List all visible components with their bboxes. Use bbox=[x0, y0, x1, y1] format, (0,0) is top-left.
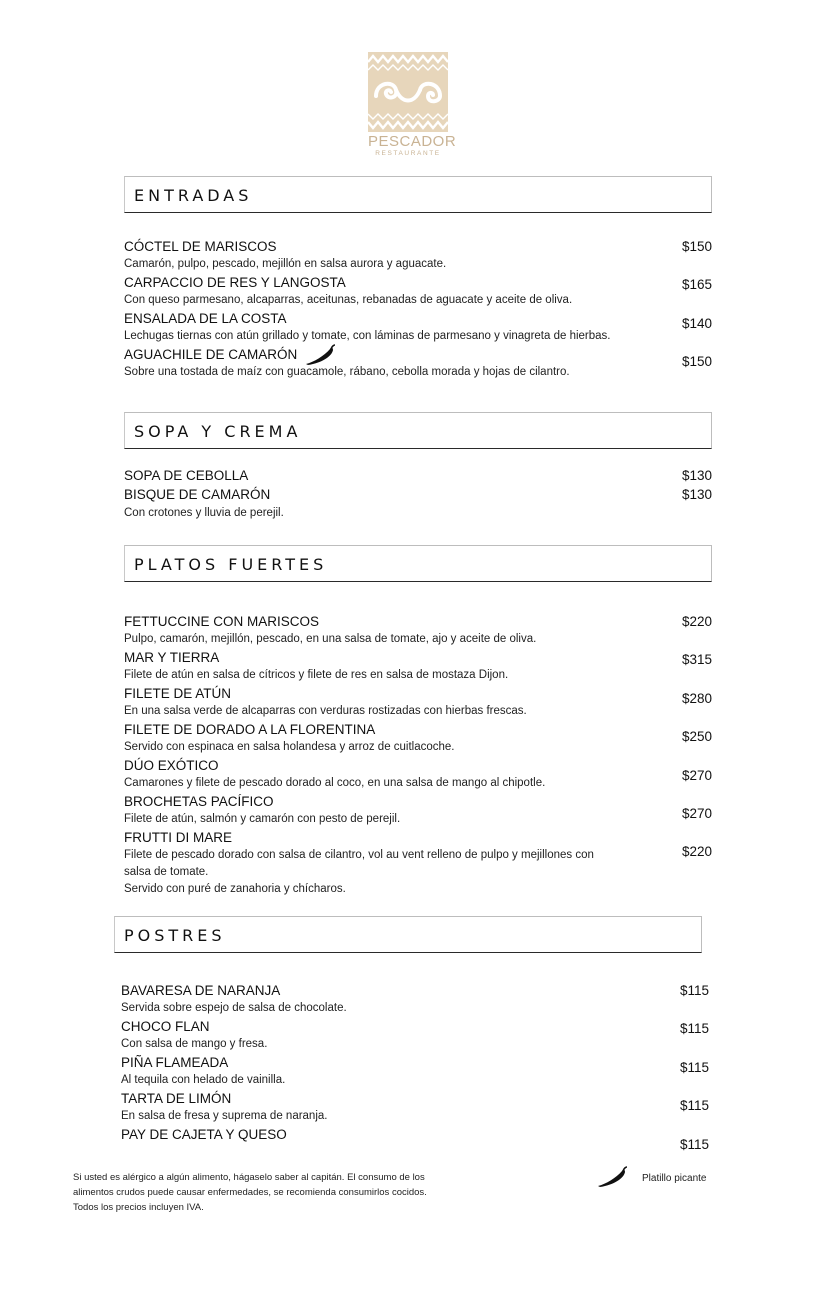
menu-item-name: CÓCTEL DE MARISCOS bbox=[124, 239, 277, 254]
menu-item-name: CARPACCIO DE RES Y LANGOSTA bbox=[124, 275, 346, 290]
menu-item-description: Camarones y filete de pescado dorado al coco, en una salsa de mango al chipotle. bbox=[124, 777, 546, 789]
menu-item-description: Camarón, pulpo, pescado, mejillón en salsa aurora y aguacate. bbox=[124, 258, 447, 270]
menu-item-name: BROCHETAS PACÍFICO bbox=[124, 794, 274, 809]
menu-item-price: $250 bbox=[681, 729, 712, 744]
menu-item-description: Lechugas tiernas con atún grillado y tomate, con láminas de parmesano y vinagreta de hierbas. bbox=[124, 330, 611, 342]
menu-item-name: FILETE DE DORADO A LA FLORENTINA bbox=[124, 722, 376, 737]
menu-item-description: Con salsa de mango y fresa. bbox=[121, 1038, 268, 1050]
menu-item-name: DÚO EXÓTICO bbox=[124, 758, 219, 773]
menu-item-price: $270 bbox=[681, 768, 712, 783]
menu-item-description: Con crotones y lluvia de perejil. bbox=[124, 507, 284, 519]
chili-pepper-icon bbox=[304, 344, 336, 366]
menu-item-name: BISQUE DE CAMARÓN bbox=[124, 487, 271, 502]
menu-item-price: $140 bbox=[681, 316, 712, 331]
menu-item-name: BAVARESA DE NARANJA bbox=[121, 983, 281, 998]
menu-item-description: salsa de tomate. bbox=[124, 866, 209, 878]
menu-item-price: $130 bbox=[681, 487, 712, 502]
menu-item-price: $150 bbox=[681, 239, 712, 254]
tax-notice: Todos los precios incluyen IVA. bbox=[73, 1202, 204, 1213]
section-title: SOPA Y CREMA bbox=[134, 422, 302, 441]
menu-item-price: $115 bbox=[679, 1060, 709, 1075]
spicy-legend-label: Platillo picante bbox=[642, 1173, 707, 1184]
allergy-notice-line: Si usted es alérgico a algún alimento, hágaselo saber al capitán. El consumo de los bbox=[73, 1172, 425, 1183]
logo-name: PESCADOR bbox=[368, 133, 457, 150]
menu-item-description: Servida sobre espejo de salsa de chocolate. bbox=[121, 1002, 347, 1014]
menu-item-price: $115 bbox=[679, 1098, 709, 1113]
menu-item-description: Filete de atún en salsa de cítricos y filete de res en salsa de mostaza Dijon. bbox=[124, 669, 509, 681]
menu-item-price: $220 bbox=[681, 844, 712, 859]
menu-item-name: PIÑA FLAMEADA bbox=[121, 1055, 229, 1070]
menu-item-name: MAR Y TIERRA bbox=[124, 650, 220, 665]
section-header-sopa bbox=[124, 412, 712, 449]
menu-item-description: Filete de pescado dorado con salsa de cilantro, vol au vent relleno de pulpo y mejillones con bbox=[124, 849, 594, 861]
logo-subtitle: RESTAURANTE bbox=[375, 150, 441, 157]
section-header-platos-fuertes bbox=[124, 545, 712, 582]
menu-item-price: $165 bbox=[681, 277, 712, 292]
allergy-notice-line: alimentos crudos puede causar enfermedades, se recomienda consumirlos cocidos. bbox=[73, 1187, 427, 1198]
menu-item-description: Filete de atún, salmón y camarón con pesto de perejil. bbox=[124, 813, 401, 825]
menu-item-price: $270 bbox=[681, 806, 712, 821]
menu-item-name: FILETE DE ATÚN bbox=[124, 686, 232, 701]
menu-item-price: $315 bbox=[681, 652, 712, 667]
menu-item-description: Al tequila con helado de vainilla. bbox=[121, 1074, 286, 1086]
menu-item-name: ENSALADA DE LA COSTA bbox=[124, 311, 287, 326]
menu-item-price: $130 bbox=[681, 468, 712, 483]
menu-item-name: TARTA DE LIMÓN bbox=[121, 1091, 232, 1106]
menu-item-description: Servido con puré de zanahoria y chícharos. bbox=[124, 883, 346, 895]
menu-item-description: En una salsa verde de alcaparras con verduras rostizadas con hierbas frescas. bbox=[124, 705, 527, 717]
section-header-postres bbox=[114, 916, 702, 953]
section-header-entradas bbox=[124, 176, 712, 213]
restaurant-logo bbox=[368, 52, 457, 158]
section-title: PLATOS FUERTES bbox=[134, 555, 328, 574]
menu-item-description: Pulpo, camarón, mejillón, pescado, en una salsa de tomate, ajo y aceite de oliva. bbox=[124, 633, 537, 645]
menu-item-name: FRUTTI DI MARE bbox=[124, 830, 232, 845]
menu-item-description: Servido con espinaca en salsa holandesa y arroz de cuitlacoche. bbox=[124, 741, 455, 753]
menu-item-name: SOPA DE CEBOLLA bbox=[124, 468, 249, 483]
menu-item-name: FETTUCCINE CON MARISCOS bbox=[124, 614, 320, 629]
menu-item-description: Sobre una tostada de maíz con guacamole, rábano, cebolla morada y hojas de cilantro. bbox=[124, 366, 570, 378]
chili-pepper-icon bbox=[596, 1166, 628, 1188]
menu-item-price: $115 bbox=[679, 1021, 709, 1036]
section-title: POSTRES bbox=[124, 926, 226, 945]
menu-item-name: AGUACHILE DE CAMARÓN bbox=[124, 347, 298, 362]
menu-item-price: $220 bbox=[681, 614, 712, 629]
logo-emblem-icon bbox=[368, 52, 448, 132]
section-title: ENTRADAS bbox=[134, 186, 253, 205]
menu-item-price: $115 bbox=[679, 983, 709, 998]
menu-item-name: PAY DE CAJETA Y QUESO bbox=[121, 1127, 287, 1142]
menu-item-description: Con queso parmesano, alcaparras, aceitunas, rebanadas de aguacate y aceite de oliva. bbox=[124, 294, 573, 306]
menu-item-description: En salsa de fresa y suprema de naranja. bbox=[121, 1110, 328, 1122]
menu-item-price: $280 bbox=[681, 691, 712, 706]
menu-item-name: CHOCO FLAN bbox=[121, 1019, 210, 1034]
menu-item-price: $115 bbox=[679, 1137, 709, 1152]
allergy-notice bbox=[73, 1170, 503, 1215]
menu-item-price: $150 bbox=[681, 354, 712, 369]
